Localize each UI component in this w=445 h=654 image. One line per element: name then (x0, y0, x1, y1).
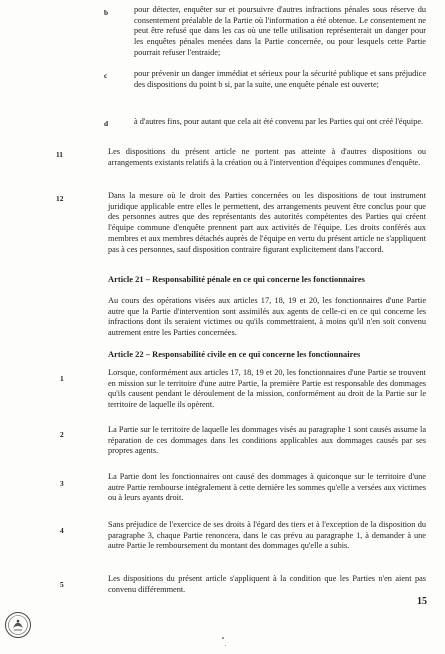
item-c-text: pour prévenir un danger immédiat et sérieux pour la sécurité publique et sans préjudice des dispositions du point b si, par la suite, une enquête pénale est ouverte; (134, 69, 426, 89)
article-21-heading: Article 21 – Responsabilité pénale en ce qui concerne les fonctionnaires (108, 275, 365, 284)
item-marker: c (104, 71, 108, 80)
paragraph-number: 2 (60, 430, 64, 439)
paragraph-1-text: Lorsque, conformément aux articles 17, 18, 19 et 20, les fonctionnaires d'une Partie se trouvent en mission sur le territoire d'une autre Partie, la première Partie est responsable des dommages qu'ils causent pendant le déroulement de la mission, conformément au droit de la Partie sur le territoire de laquelle ils opèrent. (108, 368, 426, 410)
paragraph-5-text: Les dispositions du présent article s'appliquent à la condition que les Parties n'en aient pas convenu différemment. (108, 574, 426, 594)
article-21-text: Au cours des opérations visées aux articles 17, 18, 19 et 20, les fonctionnaires d'une Partie autre que la Partie d'intervention sont assimilés aux agents de celle-ci en ce qui concerne les infractions dont ils seraient victimes ou qu'ils commettraient, à moins qu'il n'en soit convenu autrement entre les Parties concernées. (108, 296, 426, 338)
paragraph-number: 12 (56, 194, 64, 203)
item-marker: b (104, 8, 109, 17)
paragraph-number: 11 (56, 150, 63, 159)
paragraph-3-text: La Partie dont les fonctionnaires ont causé des dommages à quiconque sur le territoire d'une autre Partie rembourse intégralement à cette dernière les sommes qu'elle a versées aux victimes ou à leurs ayants droit. (108, 472, 426, 503)
paragraph-4-text: Sans préjudice de l'exercice de ses droits à l'égard des tiers et à l'exception de la disposition du paragraphe 3, chaque Partie renoncera, dans le cas prévu au paragraphe 1, à demander à une autre Partie le remboursement du montant des dommages qu'elle a subis. (108, 520, 426, 551)
article-22-heading: Article 22 – Responsabilité civile en ce qui concerne les fonctionnaires (108, 350, 361, 359)
item-d-text: à d'autres fins, pour autant que cela ait été convenu par les Parties qui ont créé l'équipe. (134, 117, 424, 126)
official-seal-icon (4, 611, 32, 639)
paragraph-12-text: Dans la mesure où le droit des Parties concernées ou les dispositions de tout instrument juridique applicable entre elles le permettent, des arrangements peuvent être conclus pour que des personnes autres que des représentants des autorités compétentes des Parties qui créent l'équipe commune d'enquête prennent part aux activités de l'équipe. Les droits conférés aux membres et aux membres détachés auprès de l'équipe en vertu du présent article ne s'appliquent pas à ces personnes, sauf disposition contraire figurant explicitement dans l'accord. (108, 191, 426, 254)
paragraph-number: 5 (60, 580, 64, 589)
paragraph-number: 3 (60, 479, 64, 488)
scan-speck (222, 637, 224, 639)
page-number: 15 (417, 596, 427, 607)
item-b-text: pour détecter, enquêter sur et poursuivre d'autres infractions pénales sous réserve du consentement préalable de la Partie où l'information a été obtenue. Le consentement ne peut être refusé que dans les cas où une telle utilisation représenterait un danger pour les enquêtes pénales menées dans la Partie concernée, ou pour lesquels cette Partie pourrait refuser l'entraide; (134, 5, 426, 57)
item-marker: d (104, 119, 109, 128)
scan-speck (225, 645, 226, 646)
paragraph-number: 4 (60, 526, 64, 535)
paragraph-number: 1 (60, 374, 64, 383)
paragraph-11-text: Les dispositions du présent article ne portent pas atteinte à d'autres dispositions ou arrangements existants relatifs à la création ou à l'intervention d'équipes communes d'enquête. (108, 147, 426, 167)
paragraph-2-text: La Partie sur le territoire de laquelle les dommages visés au paragraphe 1 sont causés assume la réparation de ces dommages dans les conditions applicables aux dommages causés par ses propres agents. (108, 425, 426, 456)
